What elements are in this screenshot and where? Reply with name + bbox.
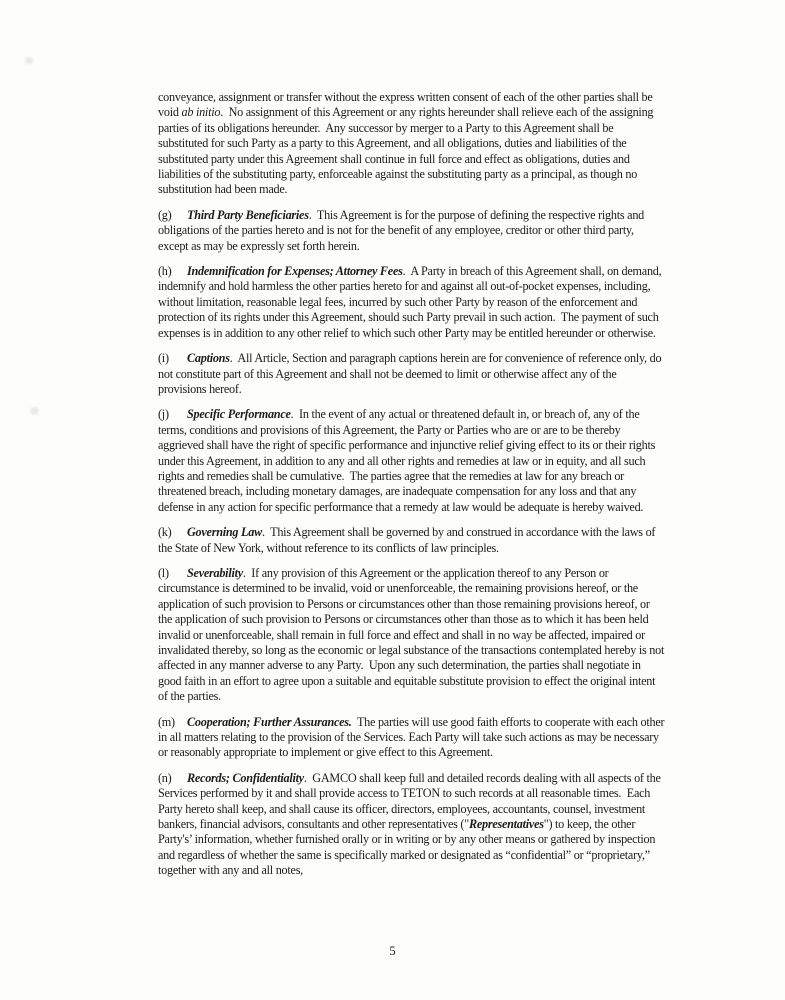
paragraph <box>158 771 665 879</box>
paragraph-text: . A Party in breach of this Agreement shall, on demand, indemnify and hold harmless the other parties hereto for and against all out-of-pocket expenses, including, without limitation, reasonable legal fees, incurred by such other Party by reason of the enforcement and protection of its rights under this Agreement, should such Party prevail in such action. The payment of such expenses is in addition to any other relief to which such other Party may be entitled hereunder or otherwise. <box>158 264 665 340</box>
paragraph-title: Records; Confidentiality <box>187 770 304 785</box>
paragraph-title: Specific Performance <box>187 407 291 422</box>
paragraph-title: Third Party Beneficiaries <box>187 207 309 222</box>
paragraph-text: . If any provision of this Agreement or the application thereof to any Person or circumstance is determined to be invalid, void or unenforceable, the remaining provisions hereof, or the application of such provision to Persons or circumstances other than those remaining provisions hereof, or the application of such provision to Persons or circumstances other than those as to which it has been held invalid or unenforceable, shall remain in full force and effect and shall in no way be affected, impaired or invalidated thereby, so long as the economic or legal substance of the transactions contemplated hereby is not affected in any manner adverse to any Party. Upon any such determination, the parties shall negotiate in good faith in an effort to agree upon a suitable and equitable substitute provision to effect the original intent of the parties. <box>158 565 667 704</box>
paragraph-label: (h) <box>158 264 172 279</box>
paragraph <box>158 90 665 198</box>
paragraph-text: . GAMCO shall keep full and detailed records dealing with all aspects of the Services performed by it and shall provide access to TETON to such records at all reasonable times. Each Party hereto shall keep, and shall cause its officer, directors, employees, accountants, counsel, investment bankers, financial advisors, consultants and other representatives (" <box>158 770 664 832</box>
paragraph-label: (l) <box>158 565 169 580</box>
paragraph-text: . No assignment of this Agreement or any rights hereunder shall relieve each of the assigning parties of its obligations hereunder. Any successor by merger to a Party to this Agreement shall be substituted for such Party as a party to this Agreement, and all obligations, duties and liabilities of the substituted party under this Agreement shall continue in full force and effect as obligations, duties and liabilities of the substituting party, enforceable against the substituting party as a principal, as though no substitution had been made. <box>158 105 657 197</box>
paragraph <box>158 264 665 341</box>
paragraph-text: . In the event of any actual or threatened default in, or breach of, any of the terms, conditions and provisions of this Agreement, the Party or Parties who are or are to be thereby aggrieved shall have the right of specific performance and injunctive relief giving effect to its or their rights under this Agreement, in addition to any and all other rights and remedies at law or in equity, and all such rights and remedies shall be cumulative. The parties agree that the remedies at law for any breach or threatened breach, including monetary damages, are inadequate compensation for any loss and that any defense in any action for specific performance that a remedy at law would be adequate is hereby waived. <box>158 407 658 514</box>
paragraph <box>158 407 665 515</box>
paragraph-text: conveyance, assignment or transfer without the express written consent of each of the other parties shall be void <box>158 90 656 120</box>
paragraph <box>158 525 665 556</box>
paragraph-label: (n) <box>158 770 172 785</box>
paragraph-label: (m) <box>158 714 175 729</box>
paragraph-text: . This Agreement is for the purpose of defining the respective rights and obligations of the parties hereto and is not for the benefit of any employee, creditor or other third party, except as may be expressly set forth herein. <box>158 207 647 253</box>
paragraph <box>158 208 665 254</box>
paragraph-title: Governing Law <box>187 525 262 540</box>
paragraph-text: ab initio <box>181 105 221 120</box>
paragraph-label: (j) <box>158 407 169 422</box>
paragraph-title: Captions <box>187 351 230 366</box>
paragraph <box>158 714 668 761</box>
paragraph-text: ") to keep, the other Party's’ information, whether furnished orally or in writing or by any other means or gathered by inspection and regardless of whether the same is specifically marked or designated as “confidential” or “proprietary,” together with any and all notes, <box>158 817 659 878</box>
scan-artifact <box>30 407 39 415</box>
paragraph-text: . This Agreement shall be governed by and construed in accordance with the laws of the State of New York, without reference to its conflicts of law principles. <box>158 525 659 555</box>
paragraph-title: Representatives <box>468 817 544 832</box>
paragraph-label: (i) <box>158 351 169 366</box>
paragraph-title: Cooperation; Further Assurances. <box>187 714 352 729</box>
paragraph <box>158 566 665 705</box>
scan-artifact <box>25 57 33 64</box>
paragraph-text: . All Article, Section and paragraph captions herein are for convenience of reference only, do not constitute part of this Agreement and shall not be deemed to limit or otherwise affect any of the provisions hereof. <box>158 351 665 396</box>
paragraph-label: (k) <box>158 525 172 540</box>
paragraph-label: (g) <box>158 207 172 222</box>
page-number: 5 <box>389 944 396 958</box>
paragraph-text: The parties will use good faith efforts to cooperate with each other in all matters relating to the provision of the Services. Each Party will take such actions as may be necessary or reasonably appropriate to implement or give effect to this Agreement. <box>158 714 668 760</box>
paragraph-title: Indemnification for Expenses; Attorney Fees <box>187 264 403 279</box>
paragraph <box>158 351 665 397</box>
document-body <box>158 90 668 889</box>
paragraph-title: Severability <box>187 565 243 580</box>
